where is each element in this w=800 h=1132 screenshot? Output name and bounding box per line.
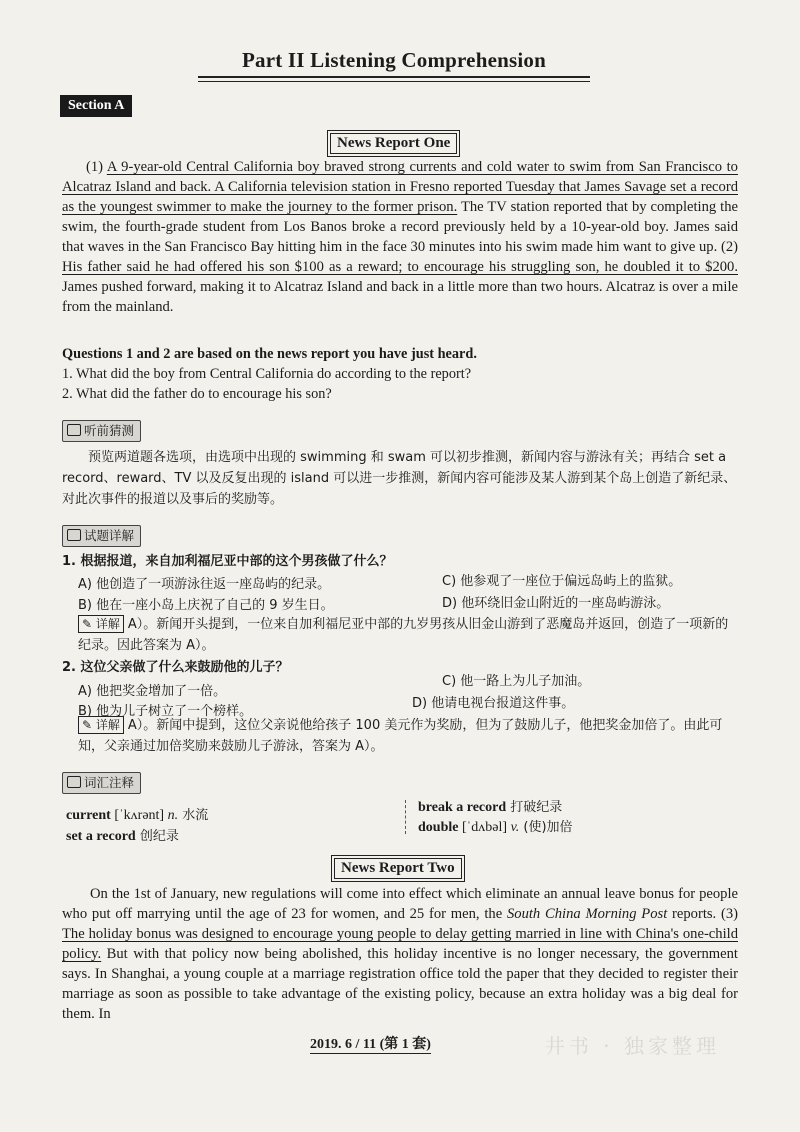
q2-option-c: C) 他一路上为儿子加油。 (442, 674, 591, 689)
page-footer: 2019. 6 / 11 (第 1 套) (310, 1033, 431, 1054)
underlined-sentence-1: A 9-year-old Central California boy braved strong currents and cold water to swim from San Francisco to Alcatraz Island and back. A California television station in Fresno reported Tuesday that James Savage set a record as the youngest swimmer to make the journey to the former prison. (62, 159, 738, 215)
q2-stem: 2. 这位父亲做了什么来鼓励他的儿子？ (62, 660, 289, 675)
notepad-icon (67, 529, 81, 541)
detail-chip: ✎ 详解 (78, 615, 124, 633)
predict-tag: 听前猜测 (62, 420, 141, 442)
underlined-sentence-3: The holiday bonus was designed to encourage young people to delay getting married in line with China's one-child policy. (62, 926, 738, 962)
q2-option-a: A) 他把奖金增加了一倍。 (78, 684, 227, 699)
vocab-break-a-record: break a record 打破纪录 (418, 800, 563, 815)
q1-option-d: D) 他环绕旧金山附近的一座岛屿游泳。 (442, 596, 670, 611)
vocab-divider (405, 800, 406, 834)
vocab-set-a-record: set a record 创纪录 (66, 829, 179, 844)
detail-chip: ✎ 详解 (78, 716, 124, 734)
question-2: 2. What did the father do to encourage his son? (62, 386, 332, 402)
notepad-icon (67, 776, 81, 788)
q1-option-c: C) 他参观了一座位于偏远岛屿上的监狱。 (442, 574, 682, 589)
vocab-double: double [ˈdʌbəl] v. (使)加倍 (418, 820, 573, 835)
notepad-icon (67, 424, 81, 436)
predict-text: 预览两道题各选项，由选项中出现的 swimming 和 swam 可以初步推测，新闻内容与游泳有关；再结合 set a record、reward、TV 以及反复出现的 island 可以进一步推测，新闻内容可能涉及某人游到某个岛上创造了新纪录、对此次事件的报道以及事后的奖励等。 (62, 450, 737, 507)
vocab-tag: 词汇注释 (62, 772, 141, 794)
questions-heading: Questions 1 and 2 are based on the news report you have just heard. (62, 346, 477, 362)
question-1: 1. What did the boy from Central California do according to the report? (62, 366, 472, 382)
news-report-two-title: News Report Two (334, 858, 462, 879)
underlined-sentence-2: His father said he had offered his son $100 as a reward; to encourage his struggling son, he doubled it to $200. (62, 259, 738, 275)
news-report-two-paragraph: On the 1st of January, new regulations will come into effect which eliminate an annual leave bonus for people who put off marrying until the age of 23 for women, and 25 for men, the South China Morning Post reports. (3) The holiday bonus was designed to encourage young people to delay getting married in line with China's one-child policy. But with that policy now being abolished, this holiday incentive is no longer necessary, the government says. In Shanghai, a young couple at a marriage registration office told the paper that they decided to register their marriage as soon as possible to take advantage of the existing policy, because an extra holiday was a big deal for them. In (62, 886, 738, 1022)
q1-option-a: A) 他创造了一项游泳往返一座岛屿的纪录。 (78, 577, 331, 592)
news-report-one-title: News Report One (330, 133, 457, 154)
q1-stem: 1. 根据报道，来自加利福尼亚中部的这个男孩做了什么？ (62, 554, 393, 569)
q2-option-b: B) 他为儿子树立了一个榜样。 (78, 704, 253, 719)
q2-option-d: D) 他请电视台报道这件事。 (412, 696, 575, 711)
detail-tag: 试题详解 (62, 525, 141, 547)
q1-explanation: ✎ 详解 A）。新闻开头提到，一位来自加利福尼亚中部的九岁男孩从旧金山游到了恶魔岛并返回，创造了一项新的纪录。因此答案为 A）。 (78, 617, 729, 653)
vocab-current: current [ˈkʌrənt] n. 水流 (66, 808, 209, 823)
part-title: Part II Listening Comprehension (198, 48, 590, 78)
q2-explanation: ✎ 详解 A）。新闻中提到，这位父亲说他给孩子 100 美元作为奖励，但为了鼓励儿子，他把奖金加倍了。由此可知，父亲通过加倍奖励来鼓励儿子游泳，答案为 A）。 (78, 718, 723, 754)
section-badge: Section A (60, 95, 132, 117)
q1-option-b: B) 他在一座小岛上庆祝了自己的 9 岁生日。 (78, 598, 334, 613)
news-report-one-paragraph: (1) A 9-year-old Central California boy braved strong currents and cold water to swim from San Francisco to Alcatraz Island and back. A California television station in Fresno reported Tuesday that James Savage set a record as the youngest swimmer to make the journey to the former prison. The TV station reported that by completing the swim, the fourth-grade student from Los Banos broke a record previously held by a 10-year-old boy. James said that waves in the San Francisco Bay hitting him in the face 30 minutes into his swim made him want to give up. (2) His father said he had offered his son $100 as a reward; to encourage his struggling son, he doubled it to $200. James pushed forward, making it to Alcatraz Island and back in a little more than two hours. Alcatraz is over a mile from the mainland. (62, 159, 738, 315)
watermark: 井书 · 独家整理 (544, 1034, 720, 1058)
